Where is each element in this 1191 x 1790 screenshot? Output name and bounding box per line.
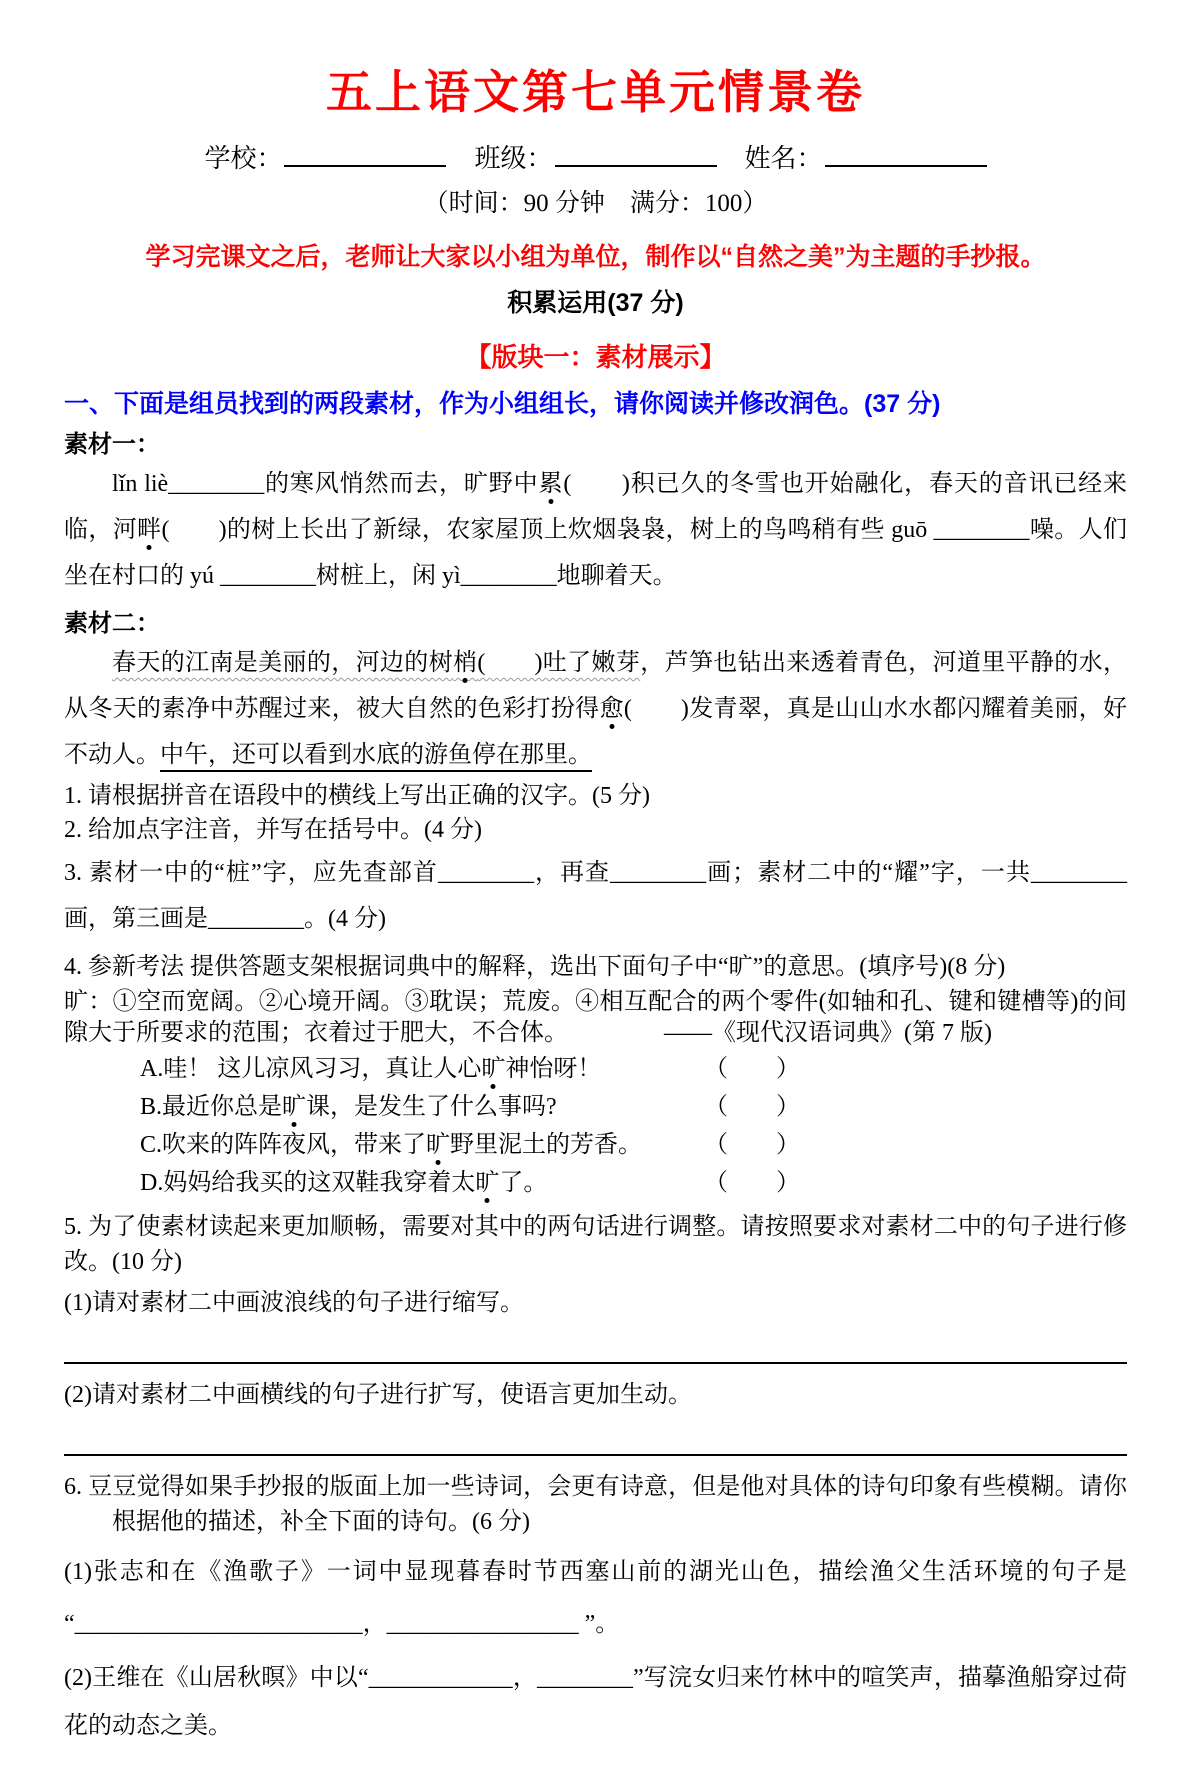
dictionary-source: ——《现代汉语词典》(第 7 版) <box>664 1020 992 1046</box>
pinyin-run: guō <box>891 517 928 543</box>
fill-blank: ________ <box>214 563 316 589</box>
text-run: 地聊着天。 <box>556 563 677 589</box>
fill-blank: ________ <box>927 517 1030 543</box>
option-text: 野里泥土的芳香。 <box>450 1132 643 1158</box>
dotted-char-shao: 梢 <box>453 650 478 676</box>
dotted-char-kuang: 旷 <box>481 1056 506 1082</box>
option-a <box>64 1051 1127 1088</box>
option-d <box>64 1165 1127 1202</box>
dotted-char-yu: 愈 <box>599 696 624 722</box>
school-label: 学校： <box>204 144 283 173</box>
option-text: D.妈妈给我买的这双鞋我穿着太 <box>140 1170 476 1196</box>
definition-text: 旷：①空而宽阔。②心境开阔。③耽误；荒废。④相互配合的两个零件(如轴和孔、键和键槽等)的间隙大于所要求的范围；衣着过于肥大，不合体。 <box>64 989 1127 1046</box>
option-text: 课，是发生了什么事吗? <box>306 1094 557 1120</box>
dotted-char-lei: 累 <box>538 471 564 497</box>
question-5-sub2: (2)请对素材二中画横线的句子进行扩写，使语言更加生动。 <box>64 1382 692 1408</box>
option-c <box>64 1127 1127 1164</box>
option-text: B.最近你总是 <box>140 1094 283 1120</box>
question-1: 1. 请根据拼音在语段中的横线上写出正确的汉字。(5 分) <box>64 783 650 809</box>
dotted-char-kuang: 旷 <box>426 1132 451 1158</box>
text-run: 树桩上，闲 <box>316 563 442 589</box>
material1-label: 素材一： <box>64 431 160 458</box>
option-text: A.哇！ 这儿凉风习习，真让人心 <box>140 1056 482 1082</box>
question-4-stem: 4. 参新考法 提供答题支架根据词典中的解释，选出下面句子中“旷”的意思。(填序号)(8 分) <box>64 954 1006 980</box>
material1-paragraph <box>64 461 1127 599</box>
answer-line <box>64 1320 1127 1364</box>
question-3: 3. 素材一中的“桩”字，应先查部首________，再查________画；素材二中的“耀”字，一共________画，第三画是________。(4 分) <box>64 860 1127 932</box>
page-title: 五上语文第七单元情景卷 <box>326 67 865 118</box>
fill-blank: ________ <box>168 471 265 497</box>
class-label: 班级： <box>474 144 553 173</box>
header-fields <box>64 138 1127 175</box>
pinyin-run: yì <box>442 563 461 589</box>
wavy-sentence: ( )吐了嫩芽 <box>477 650 641 676</box>
pinyin-run: lǐn liè <box>112 471 169 497</box>
question-6-stem: 6. 豆豆觉得如果手抄报的版面上加一些诗词，会更有诗意，但是他对具体的诗句印象有些模糊。请你根据他的描述，补全下面的诗句。(6 分) <box>64 1474 1127 1535</box>
dotted-char-kuang: 旷 <box>475 1170 500 1196</box>
name-blank <box>825 139 987 167</box>
fill-blank: ________ <box>460 563 557 589</box>
text-run: 的寒风悄然而去，旷野中 <box>264 471 539 497</box>
text-run: ，芦笋也钻出来透着青色，河道里平静的水，从冬天的素净中苏醒过来，被大自然的色彩打扮得 <box>64 650 1128 722</box>
scenario-text: 学习完课文之后，老师让大家以小组为单位，制作以“自然之美”为主题的手抄报。 <box>145 243 1046 271</box>
question-6-sub2: (2)王维在《山居秋暝》中以“____________，________”写浣女归来竹林中的喧笑声，描摹渔船穿过荷花的动态之美。 <box>64 1665 1127 1739</box>
text-run: ( )积已久的冬雪也开始融化，春天的音讯已经来临，河 <box>64 471 1128 543</box>
block-title: 【版块一：素材展示】 <box>465 342 726 372</box>
question-2: 2. 给加点字注音，并写在括号中。(4 分) <box>64 817 482 843</box>
wavy-sentence: 春天的江南是美丽的，河边的树 <box>112 650 454 676</box>
option-b <box>64 1089 1127 1126</box>
material2-paragraph <box>64 640 1127 778</box>
dotted-char-kuang: 旷 <box>282 1094 307 1120</box>
option-text: C.吹来的阵阵夜风，带来了 <box>140 1132 427 1158</box>
section-title: 积累运用(37 分) <box>507 289 684 317</box>
school-field <box>204 138 446 175</box>
class-blank <box>555 139 717 167</box>
question-5-stem: 5. 为了使素材读起来更加顺畅，需要对其中的两句话进行调整。请按照要求对素材二中的句子进行修改。(10 分) <box>64 1214 1127 1275</box>
class-field <box>474 138 716 175</box>
option-text: 神怡呀！ <box>505 1056 602 1082</box>
question-one-heading: 一、下面是组员找到的两段素材，作为小组组长，请你阅读并修改润色。(37 分) <box>64 390 941 418</box>
dictionary-definition <box>64 987 1127 1049</box>
answer-line <box>64 1412 1127 1456</box>
material2-label: 素材二： <box>64 610 160 637</box>
answer-bracket: （ ） <box>704 1094 800 1120</box>
name-field <box>745 138 987 175</box>
text-run: ( )发青翠，真是山山水水都闪耀着美丽，好不动人。 <box>64 696 1128 768</box>
option-text: 了。 <box>499 1170 548 1196</box>
pinyin-run: yú <box>190 563 214 589</box>
question-5-sub1: (1)请对素材二中画波浪线的句子进行缩写。 <box>64 1290 524 1316</box>
answer-bracket: （ ） <box>704 1132 800 1158</box>
school-blank <box>284 139 446 167</box>
answer-bracket: （ ） <box>704 1170 800 1196</box>
answer-bracket: （ ） <box>704 1056 800 1082</box>
question-6-sub1: (1)张志和在《渔歌子》一词中显现暮春时节西塞山前的湖光山色，描绘渔父生活环境的句子是“________________________，________________ ”。 <box>64 1559 1127 1637</box>
text-run: ( )的树上长出了新绿，农家屋顶上炊烟袅袅，树上的鸟鸣稍有些 <box>161 517 892 543</box>
text-run: 噪。人们坐在村口的 <box>64 517 1128 589</box>
exam-info: （时间：90 分钟 满分：100） <box>423 190 768 217</box>
dotted-char-pan: 畔 <box>137 517 162 543</box>
underlined-sentence: 中午，还可以看到水底的游鱼停在那里。 <box>160 742 592 768</box>
name-label: 姓名： <box>744 144 823 173</box>
